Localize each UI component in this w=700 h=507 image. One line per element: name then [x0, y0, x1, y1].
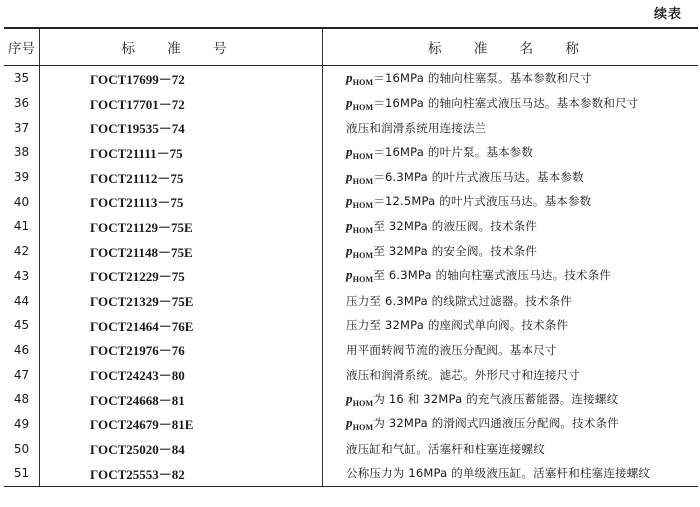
- standard-name: [323, 362, 699, 387]
- pressure-letter: p: [346, 415, 353, 431]
- standards-table: [4, 27, 698, 487]
- header-standard-name: [323, 28, 699, 66]
- standard-name-text: 压力至 32MPa 的座阀式单向阀。技术条件: [346, 318, 569, 333]
- table-row: [4, 362, 698, 387]
- pressure-subscript: НОМ: [352, 225, 374, 235]
- pressure-symbol: [346, 95, 373, 110]
- standard-name: [323, 338, 699, 363]
- pressure-symbol: [346, 70, 373, 85]
- table-row: [4, 338, 698, 363]
- row-number: 50: [4, 436, 40, 461]
- standard-number: ГОСТ24243－80: [40, 362, 323, 387]
- header-number: 序号: [4, 28, 40, 66]
- pressure-symbol: [346, 267, 374, 285]
- table-row: [4, 66, 698, 91]
- pressure-letter: p: [346, 94, 353, 110]
- pressure-subscript: НОМ: [352, 275, 374, 285]
- standard-number: ГОСТ19535－74: [40, 115, 323, 140]
- header-standard-number-text: 标 准 号: [121, 41, 241, 57]
- standard-name-text: 液压和润滑系统。滤芯。外形尺寸和连接尺寸: [346, 367, 580, 382]
- standard-name: [323, 436, 699, 461]
- standard-number: ГОСТ21976－76: [40, 338, 323, 363]
- standard-name-text: ＝16MPa 的叶片泵。基本参数: [373, 144, 534, 159]
- standard-number: ГОСТ21113－75: [40, 189, 323, 214]
- row-number: 42: [4, 239, 40, 264]
- header-standard-name-text: 标 准 名 称: [428, 41, 593, 57]
- pressure-subscript: НОМ: [352, 176, 374, 186]
- standard-name-text: 至 32MPa 的安全阀。技术条件: [373, 243, 538, 258]
- table-row: [4, 288, 698, 313]
- pressure-letter: p: [346, 217, 353, 233]
- pressure-letter: p: [346, 267, 353, 283]
- standard-name: [323, 239, 699, 264]
- row-number: 47: [4, 362, 40, 387]
- row-number: 48: [4, 387, 40, 412]
- table-row: [4, 264, 698, 289]
- row-number: 40: [4, 189, 40, 214]
- standard-name: [323, 91, 699, 116]
- pressure-letter: p: [346, 390, 353, 406]
- standard-name-text: 为 32MPa 的滑阀式四通液压分配阀。技术条件: [373, 416, 619, 431]
- row-number: 51: [4, 461, 40, 486]
- pressure-subscript: НОМ: [352, 201, 374, 211]
- pressure-symbol: [346, 193, 374, 211]
- standard-number: ГОСТ21111－75: [40, 140, 323, 165]
- row-number: 36: [4, 91, 40, 116]
- pressure-symbol: [346, 391, 373, 406]
- table-row: [4, 239, 698, 264]
- pressure-symbol: [346, 415, 374, 433]
- standard-name: [323, 115, 699, 140]
- table-row: [4, 313, 698, 338]
- table-row: [4, 461, 698, 486]
- standard-name: [323, 189, 699, 214]
- table-row: [4, 140, 698, 165]
- standard-name-text: ＝16MPa 的轴向柱塞泵。基本参数和尺寸: [373, 70, 592, 85]
- standard-name-text: 为 16 和 32MPa 的充气液压蓄能器。连接螺纹: [373, 391, 619, 406]
- pressure-symbol: [346, 243, 373, 258]
- standard-name-text: ＝6.3MPa 的叶片式液压马达。基本参数: [373, 169, 584, 184]
- standard-name: [323, 214, 699, 239]
- standard-number: ГОСТ25020－84: [40, 436, 323, 461]
- standard-number: ГОСТ21464－76Е: [40, 313, 323, 338]
- table-header-row: [4, 28, 698, 66]
- pressure-subscript: НОМ: [352, 423, 374, 433]
- standard-name-text: 至 6.3MPa 的轴向柱塞式液压马达。技术条件: [373, 268, 612, 283]
- standard-number: ГОСТ21329－75Е: [40, 288, 323, 313]
- continued-label: 续表: [653, 7, 682, 22]
- row-number: 43: [4, 264, 40, 289]
- standard-number: ГОСТ17699－72: [40, 66, 323, 91]
- standard-name-text: 液压缸和气缸。活塞杆和柱塞连接螺纹: [346, 441, 545, 456]
- row-number: 37: [4, 115, 40, 140]
- row-number: 44: [4, 288, 40, 313]
- row-number: 35: [4, 66, 40, 91]
- table-row: [4, 412, 698, 437]
- table-row: [4, 91, 698, 116]
- standard-name: [323, 461, 699, 486]
- table-row: [4, 189, 698, 214]
- pressure-letter: p: [346, 143, 353, 159]
- pressure-subscript: НОМ: [352, 151, 374, 161]
- row-number: 38: [4, 140, 40, 165]
- standard-number: ГОСТ21148－75Е: [40, 239, 323, 264]
- standard-number: ГОСТ17701－72: [40, 91, 323, 116]
- standard-number: ГОСТ24679－81Е: [40, 412, 323, 437]
- pressure-subscript: НОМ: [352, 77, 374, 87]
- standard-name-text: 压力至 6.3MPa 的线隙式过滤器。技术条件: [346, 293, 573, 308]
- standard-number: ГОСТ21229－75: [40, 264, 323, 289]
- header-standard-number: [40, 28, 323, 66]
- standard-number: ГОСТ21112－75: [40, 165, 323, 190]
- pressure-letter: p: [346, 193, 353, 209]
- pressure-subscript: НОМ: [352, 398, 374, 408]
- standard-name-text: ＝16MPa 的轴向柱塞式液压马达。基本参数和尺寸: [373, 95, 639, 110]
- pressure-subscript: НОМ: [352, 250, 374, 260]
- standard-name: [323, 66, 699, 91]
- table-row: [4, 387, 698, 412]
- standard-name: [323, 288, 699, 313]
- row-number: 49: [4, 412, 40, 437]
- pressure-symbol: [346, 218, 373, 233]
- standard-number: ГОСТ24668－81: [40, 387, 323, 412]
- pressure-letter: p: [346, 168, 353, 184]
- standard-name: [323, 140, 699, 165]
- pressure-letter: p: [346, 69, 353, 85]
- pressure-subscript: НОМ: [352, 102, 374, 112]
- row-number: 39: [4, 165, 40, 190]
- standard-name: [323, 313, 699, 338]
- pressure-symbol: [346, 144, 373, 159]
- standard-name-text: 公称压力为 16MPa 的单级液压缸。活塞杆和柱塞连接螺纹: [346, 466, 651, 481]
- standard-name: [323, 165, 699, 190]
- standard-name-text: 至 32MPa 的液压阀。技术条件: [373, 218, 538, 233]
- standard-name-text: 用平面转阀节流的液压分配阀。基本尺寸: [346, 342, 557, 357]
- standard-number: ГОСТ25553－82: [40, 461, 323, 486]
- standard-name: [323, 264, 699, 289]
- standard-name-text: ＝12.5MPa 的叶片式液压马达。基本参数: [373, 194, 592, 209]
- row-number: 41: [4, 214, 40, 239]
- standard-number: ГОСТ21129－75Е: [40, 214, 323, 239]
- pressure-symbol: [346, 169, 373, 184]
- row-number: 45: [4, 313, 40, 338]
- pressure-letter: p: [346, 242, 353, 258]
- standard-name: [323, 412, 699, 437]
- table-row: [4, 115, 698, 140]
- standard-name-text: 液压和润滑系统用连接法兰: [346, 120, 487, 135]
- table-row: [4, 436, 698, 461]
- row-number: 46: [4, 338, 40, 363]
- standard-name: [323, 387, 699, 412]
- table-row: [4, 165, 698, 190]
- table-row: [4, 214, 698, 239]
